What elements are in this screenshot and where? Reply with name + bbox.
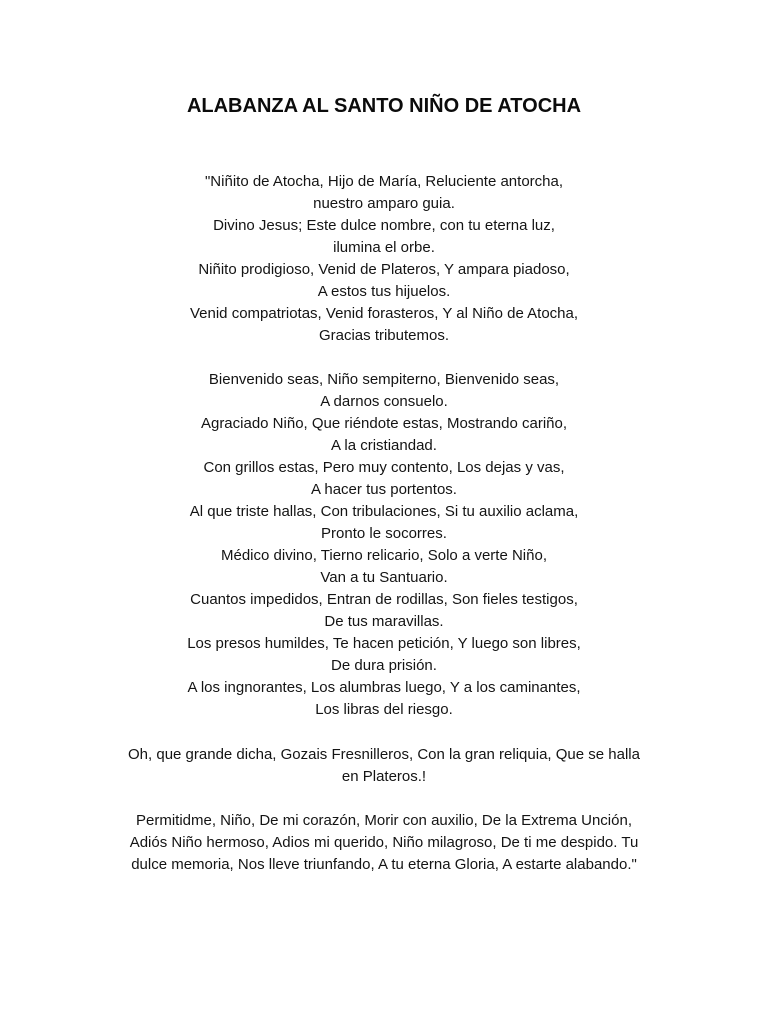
verse-line: Gracias tributemos. [318,327,450,344]
verse-line: "Niñito de Atocha, Hijo de María, Reluciente antorcha, [204,173,564,190]
verse-line: Cuantos impedidos, Entran de rodillas, Son fieles testigos, [190,591,578,608]
verse-line: A darnos consuelo. [320,393,448,410]
verse-line: A la cristiandad. [331,437,437,454]
verse-line: Bienvenido seas, Niño sempiterno, Bienvenido seas, [208,371,560,388]
verse-line: Agraciado Niño, Que riéndote estas, Mostrando cariño, [200,415,568,432]
verse-line: Al que triste hallas, Con tribulaciones, Si tu auxilio aclama, [189,503,579,520]
verse-line: De dura prisión. [331,657,437,674]
verse-line: Permitidme, Niño, De mi corazón, Morir con auxilio, De la Extrema Unción, [135,812,632,829]
verse-line: ilumina el orbe. [333,239,435,256]
page-title: ALABANZA AL SANTO NIÑO DE ATOCHA [186,95,582,117]
verse-line: Venid compatriotas, Venid forasteros, Y al Niño de Atocha, [189,305,579,322]
stanza-4 [96,810,672,876]
stanza-3 [96,744,672,788]
verse-line: Niñito prodigioso, Venid de Plateros, Y ampara piadoso, [198,261,570,278]
verse-line: Los presos humildes, Te hacen petición, Y luego son libres, [187,635,581,652]
verse-line: Los libras del riesgo. [315,701,453,718]
verse-line: Médico divino, Tierno relicario, Solo a verte Niño, [221,547,547,564]
stanza-1 [96,171,672,347]
verse-line: A estos tus hijuelos. [317,283,451,300]
verse-line: Con grillos estas, Pero muy contento, Los dejas y vas, [203,459,565,476]
verse-line: Adiós Niño hermoso, Adios mi querido, Niño milagroso, De ti me despido. Tu [129,834,639,851]
verse-line: Pronto le socorres. [321,525,447,542]
verse-line: Divino Jesus; Este dulce nombre, con tu eterna luz, [213,217,555,234]
verse-line: Oh, que grande dicha, Gozais Fresnilleros, Con la gran reliquia, Que se halla [128,746,640,763]
verse-line: A los ingnorantes, Los alumbras luego, Y a los caminantes, [187,679,581,696]
stanza-2 [96,369,672,721]
verse-line: en Plateros.! [341,768,427,785]
verse-line: nuestro amparo guia. [313,195,455,212]
verse-line: dulce memoria, Nos lleve triunfando, A tu eterna Gloria, A estarte alabando." [131,856,637,873]
verse-line: Van a tu Santuario. [320,569,448,586]
verse-line: A hacer tus portentos. [311,481,457,498]
verse-line: De tus maravillas. [324,613,444,630]
